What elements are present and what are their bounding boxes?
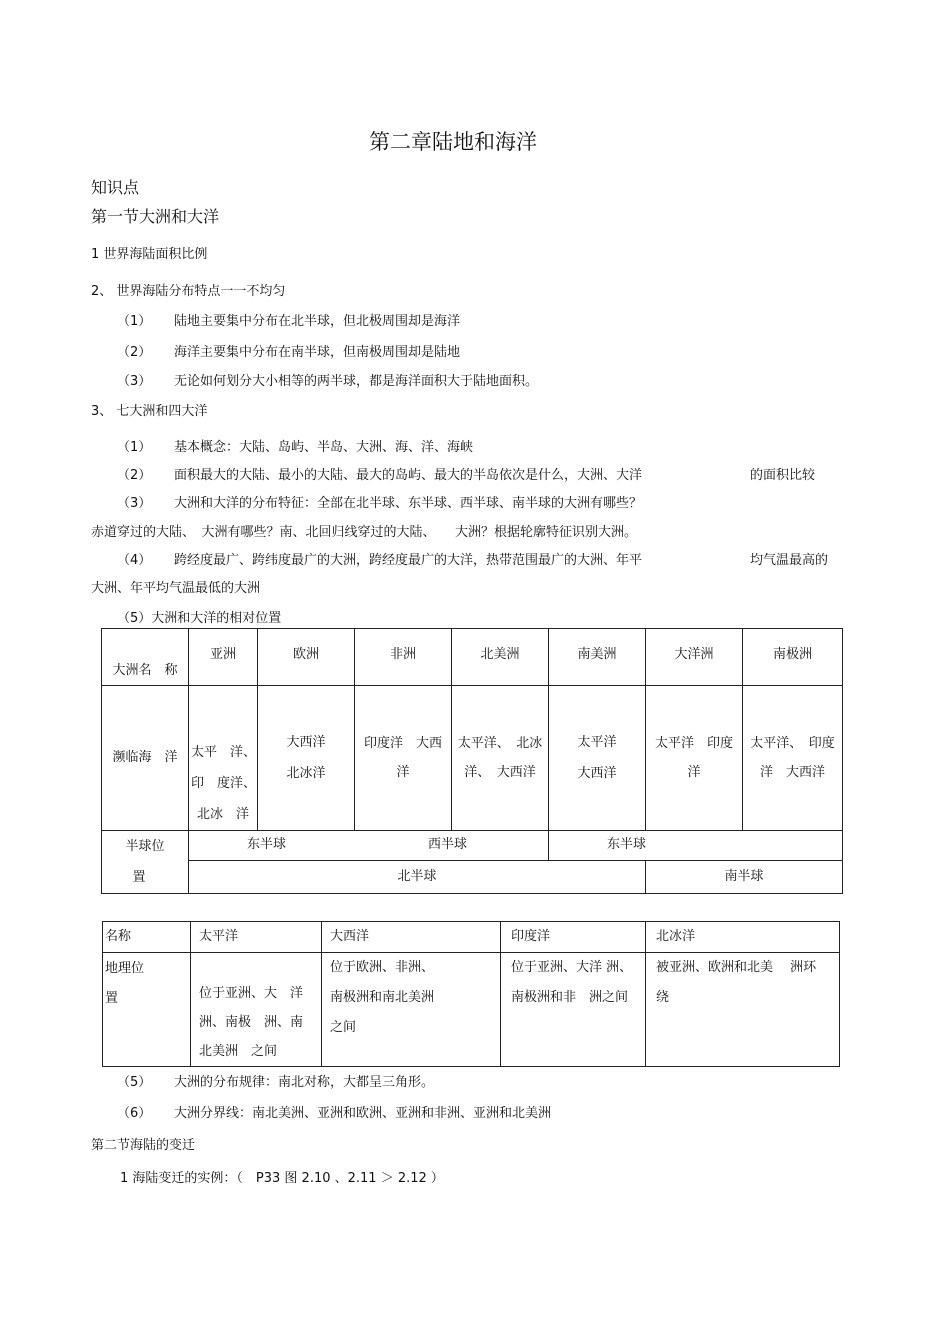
item3-text: 3、 七大洲和四大洋 <box>91 404 208 419</box>
item5-text: 大洲的分布规律：南北对称，大都呈三角形。 <box>174 1075 435 1090</box>
table2-header-name: 名称 <box>103 922 191 953</box>
north-hemisphere: 北半球 <box>189 860 646 893</box>
item6-num: （6） <box>117 1106 152 1121</box>
item3-sub3-cont: 赤道穿过的大陆、 大洲有哪些？南、北回归线穿过的大陆、 大洲？根据轮廓特征识别大洲。 <box>91 525 638 540</box>
item3-sub1-num: （1） <box>117 440 152 455</box>
table2-header-pacific: 太平洋 <box>191 922 322 953</box>
continent-europe: 欧洲 <box>258 629 355 686</box>
north-america-oceans: 太平洋、 北冰 洋、 大西洋 <box>452 686 549 831</box>
continent-name-label: 大洲名 称 <box>102 629 189 686</box>
item3-sub1-text: 基本概念：大陆、岛屿、半岛、大洲、海、洋、海峡 <box>174 440 474 455</box>
item3-sub2-num: （2） <box>117 468 152 483</box>
item2-sub1-text: 陆地主要集中分布在北半球，但北极周围却是海洋 <box>174 314 461 329</box>
west-hemisphere: 西半球 <box>428 837 468 852</box>
item2-sub2-text: 海洋主要集中分布在南半球，但南极周围却是陆地 <box>174 345 461 360</box>
item2-sub2-num: （2） <box>117 345 152 360</box>
continent-north-america: 北美洲 <box>452 629 549 686</box>
pacific-location: 位于亚洲、大 洋 洲、南极 洲、南 北美洲 之间 <box>191 953 322 1067</box>
page-title: 第二章陆地和海洋 <box>369 130 537 154</box>
continent-south-america: 南美洲 <box>549 629 646 686</box>
item3-sub2-tail: 的面积比较 <box>750 468 816 483</box>
continent-antarctica: 南极洲 <box>743 629 843 686</box>
continent-oceania: 大洋洲 <box>646 629 743 686</box>
item3-sub4-cont: 大洲、年平均气温最低的大洲 <box>91 581 261 596</box>
east-west-hemisphere-cell <box>189 831 549 861</box>
item6-text: 大洲分界线：南北美洲、亚洲和欧洲、亚洲和非洲、亚洲和北美洲 <box>174 1106 552 1121</box>
section2-item1: 1 海陆变迁的实例：（ P33 图 2.10 、2.11 ＞ 2.12 ） <box>120 1171 444 1186</box>
arctic-location: 被亚洲、欧洲和北美 洲环 绕 <box>646 953 840 1067</box>
table2-header-atlantic: 大西洋 <box>322 922 501 953</box>
item2-sub3-text: 无论如何划分大小相等的两半球，都是海洋面积大于陆地面积。 <box>174 374 539 389</box>
item1-text: 1 世界海陆面积比例 <box>91 247 208 262</box>
oceans-table <box>102 921 840 1067</box>
ocean-row-label: 濒临海 洋 <box>102 686 189 831</box>
table2-header-indian: 印度洋 <box>501 922 646 953</box>
asia-oceans: 太平 洋、 印 度洋、 北冰 洋 <box>189 686 258 831</box>
item3-sub5-label: （5）大洲和大洋的相对位置 <box>117 611 282 626</box>
atlantic-location: 位于欧洲、非洲、 南极洲和南北美洲 之间 <box>322 953 501 1067</box>
africa-oceans: 印度洋 大西 洋 <box>355 686 452 831</box>
item3-sub4-num: （4） <box>117 553 152 568</box>
europe-oceans: 大西洋 北冰洋 <box>258 686 355 831</box>
hemisphere-label: 半球位 置 <box>102 831 189 894</box>
indian-location: 位于亚洲、大洋 洲、 南极洲和非 洲之间 <box>501 953 646 1067</box>
continent-africa: 非洲 <box>355 629 452 686</box>
continent-asia: 亚洲 <box>189 629 258 686</box>
item2-sub3-num: （3） <box>117 374 152 389</box>
south-hemisphere: 南半球 <box>646 860 843 893</box>
continents-table <box>101 628 843 894</box>
table2-header-arctic: 北冰洋 <box>646 922 840 953</box>
knowledge-heading: 知识点 <box>91 178 140 197</box>
section1-heading: 第一节大洲和大洋 <box>91 207 220 226</box>
oceania-oceans: 太平洋 印度 洋 <box>646 686 743 831</box>
item5-num: （5） <box>117 1075 152 1090</box>
table2-location-label: 地理位 置 <box>103 953 191 1067</box>
item3-sub2-text: 面积最大的大陆、最小的大陆、最大的岛屿、最大的半岛依次是什么，大洲、大洋 <box>174 468 643 483</box>
south-america-oceans: 太平洋 大西洋 <box>549 686 646 831</box>
item2-text: 2、 世界海陆分布特点一一不均匀 <box>91 284 286 299</box>
item3-sub4-tail: 均气温最高的 <box>750 553 829 568</box>
item3-sub4-text: 跨经度最广、跨纬度最广的大洲，跨经度最广的大洋，热带范围最广的大洲、年平 <box>174 553 643 568</box>
item3-sub3-num: （3） <box>117 496 152 511</box>
east-hemisphere-2: 东半球 <box>607 837 647 852</box>
item2-sub1-num: （1） <box>117 314 152 329</box>
section2-heading: 第二节海陆的变迁 <box>91 1138 196 1153</box>
antarctica-oceans: 太平洋、 印度 洋 大西洋 <box>743 686 843 831</box>
item3-sub3-text: 大洲和大洋的分布特征：全部在北半球、东半球、西半球、南半球的大洲有哪些？ <box>174 496 643 511</box>
east-hemisphere-1: 东半球 <box>247 837 287 852</box>
east-hemisphere-cell <box>549 831 843 861</box>
